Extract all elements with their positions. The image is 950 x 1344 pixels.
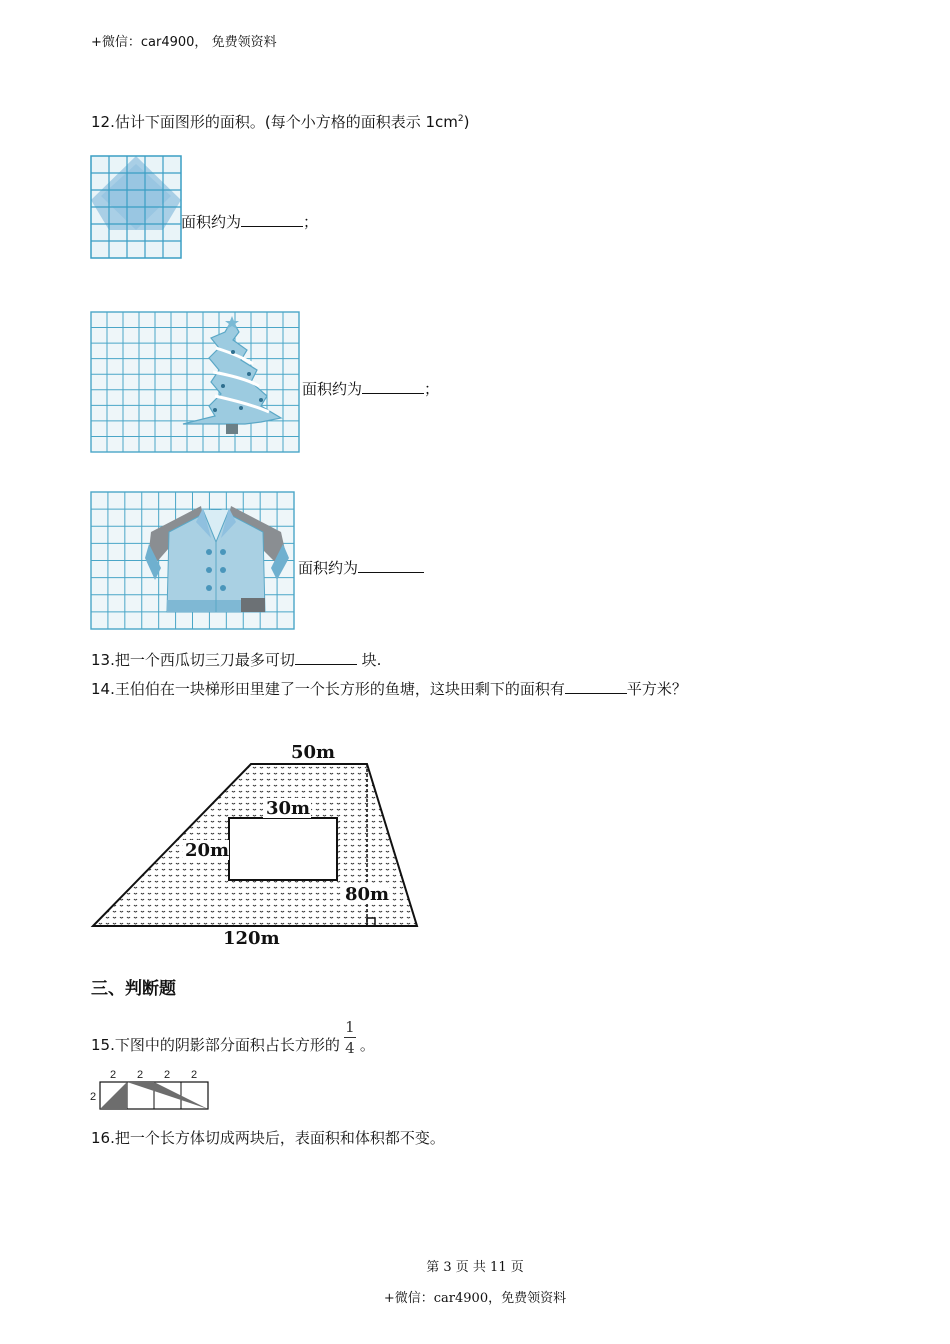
fig2-blank[interactable] bbox=[362, 379, 424, 394]
question-12-fig1-answer bbox=[181, 211, 318, 232]
pond-height-label: 20m bbox=[185, 840, 230, 861]
trapezoid-bottom-label: 120m bbox=[223, 928, 280, 949]
fig1-blank[interactable] bbox=[241, 212, 303, 227]
fig1-label: 面积约为 bbox=[181, 213, 242, 231]
fig2-label: 面积约为 bbox=[302, 380, 363, 398]
question-12-fig3-answer bbox=[298, 557, 424, 578]
question-16: 16.把一个长方体切成两块后，表面积和体积都不变。 bbox=[91, 1129, 445, 1147]
fig3-label: 面积约为 bbox=[298, 559, 359, 577]
pond-width-label: 30m bbox=[266, 798, 311, 819]
fraction-numerator: 1 bbox=[345, 1018, 355, 1036]
fig1-end: ； bbox=[303, 213, 319, 231]
question-14-blank[interactable] bbox=[565, 679, 627, 694]
question-15-text: 15.下图中的阴影部分面积占长方形的 bbox=[91, 1036, 340, 1054]
question-13-blank[interactable] bbox=[295, 650, 357, 665]
rect-label-2: 2 bbox=[137, 1069, 144, 1081]
question-14-unit: 平方米？ bbox=[626, 680, 687, 698]
question-12-text: 12.估计下面图形的面积。(每个小方格的面积表示 1cm bbox=[91, 113, 458, 131]
page-number: 第 3 页 共 11 页 bbox=[426, 1260, 524, 1275]
figure-trapezoid-field bbox=[91, 740, 421, 950]
fig2-end: ； bbox=[424, 380, 440, 398]
fraction-denominator: 4 bbox=[345, 1039, 355, 1057]
fraction bbox=[344, 1018, 356, 1057]
fig3-blank[interactable] bbox=[358, 558, 424, 573]
question-12 bbox=[91, 111, 469, 132]
question-12-sup: 2 bbox=[457, 114, 464, 124]
rect-label-side: 2 bbox=[90, 1091, 97, 1103]
question-14-text: 14.王伯伯在一块梯形田里建了一个长方形的鱼塘，这块田剩下的面积有 bbox=[91, 680, 565, 698]
section-title: 三、判断题 bbox=[91, 979, 176, 999]
question-13-text: 13.把一个西瓜切三刀最多可切 bbox=[91, 651, 295, 669]
trapezoid-top-label: 50m bbox=[291, 742, 336, 763]
question-12-close: ) bbox=[463, 113, 470, 131]
trapezoid-height-label: 80m bbox=[345, 884, 390, 905]
rect-label-3: 2 bbox=[164, 1069, 171, 1081]
rect-label-4: 2 bbox=[191, 1069, 198, 1081]
question-13 bbox=[91, 649, 381, 670]
figure-diamond-grid bbox=[91, 156, 181, 258]
header-watermark: +微信：car4900， 免费领资料 bbox=[91, 35, 277, 50]
figure-shaded-rectangle bbox=[88, 1066, 210, 1112]
question-12-fig2-answer bbox=[302, 378, 439, 399]
footer-watermark: +微信：car4900，免费领资料 bbox=[383, 1291, 567, 1306]
rect-label-1: 2 bbox=[110, 1069, 117, 1081]
question-13-unit: 块. bbox=[356, 651, 382, 669]
question-15 bbox=[91, 1018, 375, 1065]
figure-jacket-grid bbox=[91, 492, 294, 629]
question-14 bbox=[91, 678, 687, 699]
question-15-end: 。 bbox=[359, 1036, 375, 1054]
figure-tree-grid bbox=[91, 312, 299, 452]
